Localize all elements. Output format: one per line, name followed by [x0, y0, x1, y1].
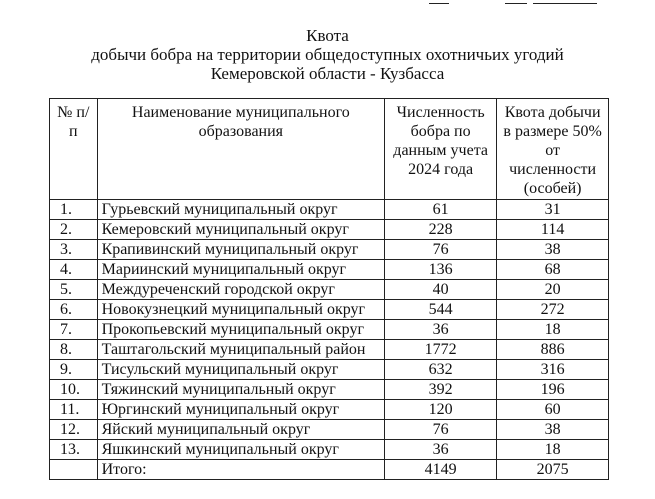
table-row [50, 360, 609, 380]
table-row [50, 440, 609, 460]
cell-name: Прокопьевский муниципальный округ [97, 320, 384, 340]
table-row [50, 220, 609, 240]
cell-quota: 316 [497, 360, 609, 380]
document-title [0, 26, 655, 83]
cell-quota: 196 [497, 380, 609, 400]
cell-num: 4. [50, 260, 98, 280]
table-row [50, 380, 609, 400]
cell-name: Яшкинский муниципальный округ [97, 440, 384, 460]
table-row [50, 280, 609, 300]
cell-population: 36 [385, 320, 497, 340]
cell-quota: 272 [497, 300, 609, 320]
cell-quota: 114 [497, 220, 609, 240]
table-row [50, 400, 609, 420]
header-underlines [429, 0, 619, 4]
cell-population: 228 [385, 220, 497, 240]
cell-num: 5. [50, 280, 98, 300]
cell-num: 2. [50, 220, 98, 240]
cell-population: 61 [385, 200, 497, 220]
cell-name: Таштагольский муниципальный район [97, 340, 384, 360]
cell-total-quota: 2075 [497, 460, 609, 480]
cell-population: 1772 [385, 340, 497, 360]
cell-population: 392 [385, 380, 497, 400]
cell-total-population: 4149 [385, 460, 497, 480]
cell-population: 76 [385, 420, 497, 440]
header-name: Наименование муниципального образования [97, 99, 384, 200]
header-quota: Квота добычи в размере 50% от численности (особей) [497, 99, 609, 200]
cell-name: Гурьевский муниципальный округ [97, 200, 384, 220]
cell-name: Крапивинский муниципальный округ [97, 240, 384, 260]
cell-num: 7. [50, 320, 98, 340]
cell-name: Мариинский муниципальный округ [97, 260, 384, 280]
cell-num-empty [50, 460, 98, 480]
cell-num: 12. [50, 420, 98, 440]
cell-quota: 20 [497, 280, 609, 300]
cell-quota: 68 [497, 260, 609, 280]
cell-quota: 31 [497, 200, 609, 220]
cell-quota: 38 [497, 420, 609, 440]
header-population: Численность бобра по данным учета 2024 года [385, 99, 497, 200]
table-row [50, 300, 609, 320]
cell-name: Тяжинский муниципальный округ [97, 380, 384, 400]
table-row [50, 240, 609, 260]
cell-num: 10. [50, 380, 98, 400]
cell-population: 120 [385, 400, 497, 420]
cell-population: 36 [385, 440, 497, 460]
cell-num: 13. [50, 440, 98, 460]
cell-name: Новокузнецкий муниципальный округ [97, 300, 384, 320]
cell-num: 6. [50, 300, 98, 320]
table-row [50, 320, 609, 340]
cell-population: 544 [385, 300, 497, 320]
cell-num: 11. [50, 400, 98, 420]
cell-quota: 886 [497, 340, 609, 360]
cell-population: 632 [385, 360, 497, 380]
cell-population: 76 [385, 240, 497, 260]
cell-name: Кемеровский муниципальный округ [97, 220, 384, 240]
cell-name: Яйский муниципальный округ [97, 420, 384, 440]
cell-quota: 18 [497, 320, 609, 340]
title-line-1: Квота [306, 26, 349, 45]
cell-num: 3. [50, 240, 98, 260]
cell-name: Тисульский муниципальный округ [97, 360, 384, 380]
title-line-3: Кемеровской области - Кузбасса [210, 64, 445, 83]
cell-total-label: Итого: [97, 460, 384, 480]
title-line-2: добычи бобра на территории общедоступных охотничьих угодий [91, 45, 564, 64]
cell-name: Юргинский муниципальный округ [97, 400, 384, 420]
table-total-row [50, 460, 609, 480]
cell-quota: 38 [497, 240, 609, 260]
cell-population: 40 [385, 280, 497, 300]
table-row [50, 200, 609, 220]
cell-quota: 18 [497, 440, 609, 460]
table-row [50, 420, 609, 440]
table-row [50, 260, 609, 280]
table-header-row [50, 99, 609, 200]
cell-quota: 60 [497, 400, 609, 420]
table-row [50, 340, 609, 360]
quota-table [49, 98, 609, 480]
header-num: № п/п [50, 99, 98, 200]
cell-name: Междуреченский городской округ [97, 280, 384, 300]
cell-population: 136 [385, 260, 497, 280]
cell-num: 9. [50, 360, 98, 380]
cell-num: 8. [50, 340, 98, 360]
cell-num: 1. [50, 200, 98, 220]
